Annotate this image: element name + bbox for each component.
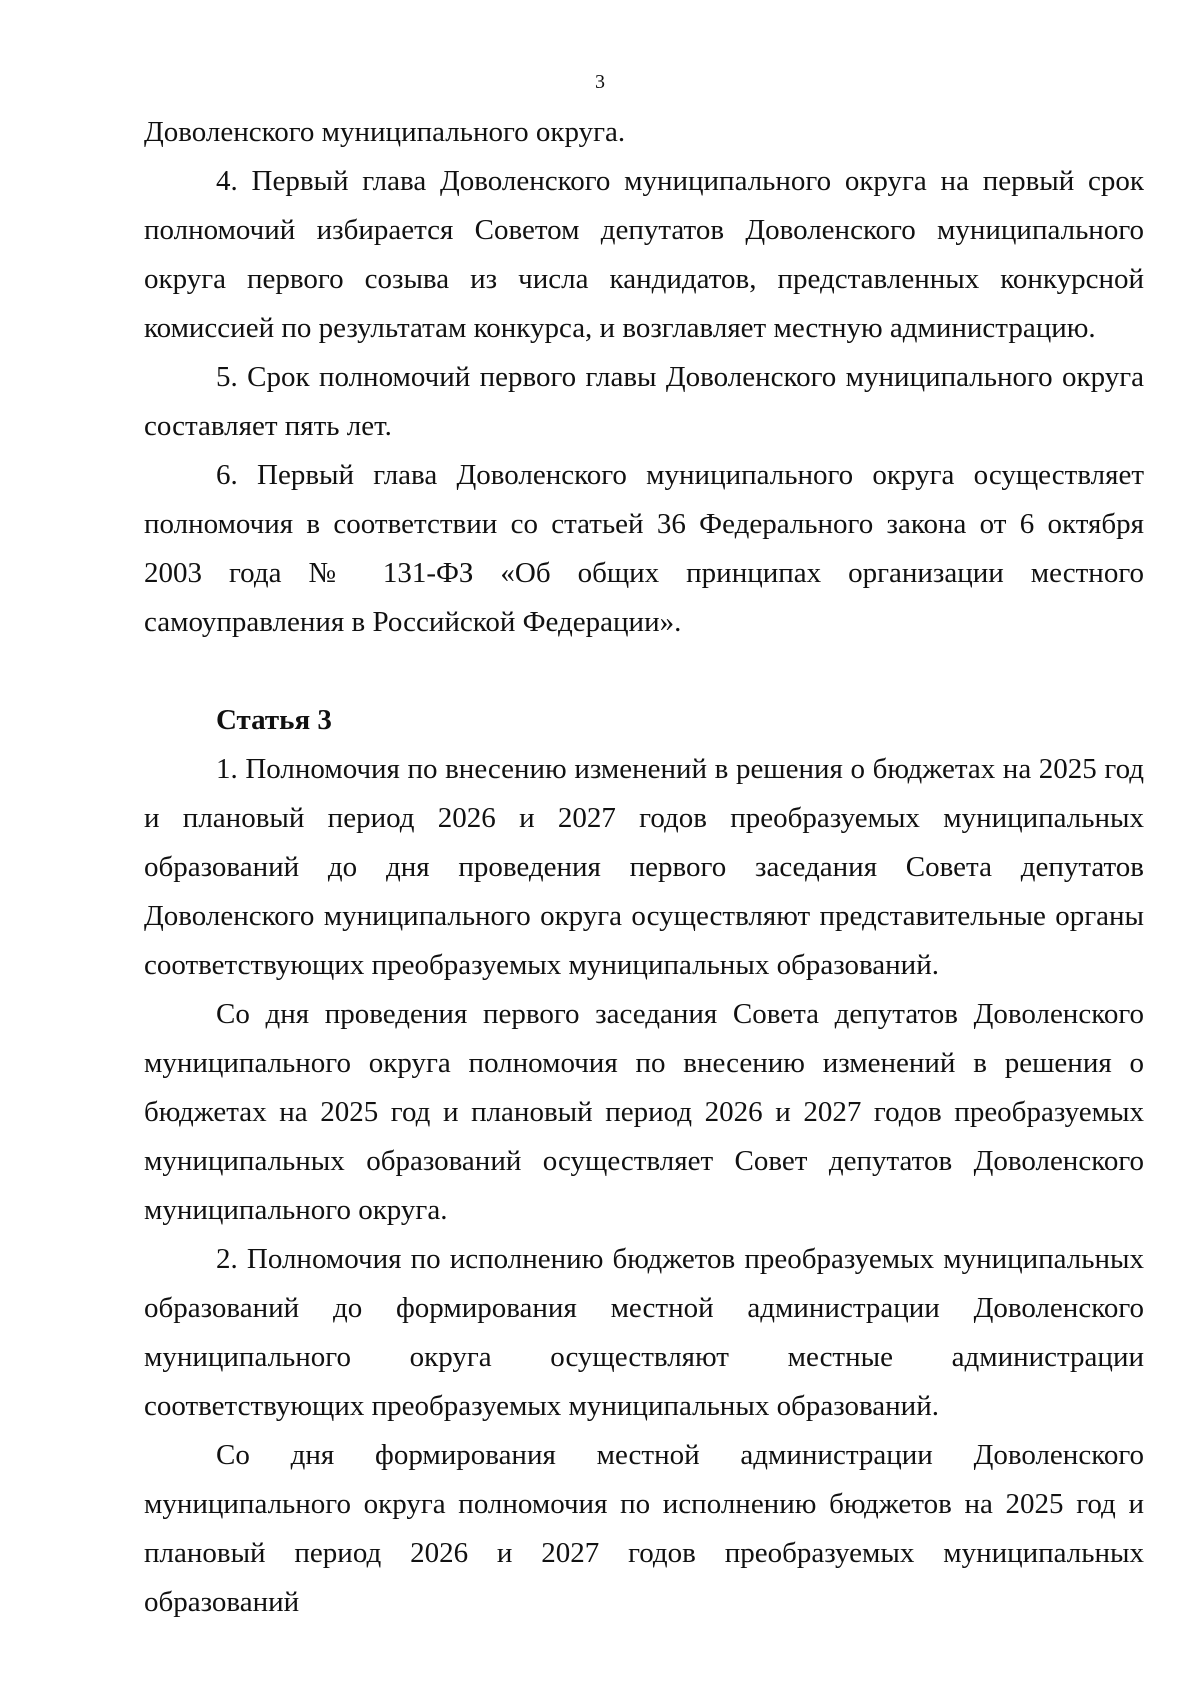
article-paragraph-2-continued: Со дня формирования местной администрации Доволенского муниципального округа полномочия по исполнению бюджетов на 2025 год и плановый период 2026 и 2027 годов преобразуемых муниципальных образований xyxy=(144,1439,1144,1618)
paragraph-item-6: 6. Первый глава Доволенского муниципального округа осуществляет полномочия в соответствии со статьей 36 Федерального закона от 6 октября 2003 года № 131-ФЗ «Об общих принципах организации местного самоуправления в Российской Федерации». xyxy=(144,459,1144,638)
page-number: 3 xyxy=(595,71,605,93)
document-body xyxy=(144,108,1144,1627)
paragraph-item-5: 5. Срок полномочий первого главы Доволенского муниципального округа составляет пять лет. xyxy=(144,361,1144,442)
article-paragraph-1-continued: Со дня проведения первого заседания Совета депутатов Доволенского муниципального округа полномочия по внесению изменений в решения о бюджетах на 2025 год и плановый период 2026 и 2027 годов преобразуемых муниципальных образований осуществляет Совет депутатов Доволенского муниципального округа. xyxy=(144,998,1144,1226)
section-spacer xyxy=(144,647,1144,696)
article-heading: Статья 3 xyxy=(216,704,332,736)
article-paragraph-2: 2. Полномочия по исполнению бюджетов преобразуемых муниципальных образований до формирования местной администрации Доволенского муниципального округа осуществляют местные администрации соответствующих преобразуемых муниципальных образований. xyxy=(144,1243,1144,1422)
paragraph-continuation: Доволенского муниципального округа. xyxy=(144,116,626,148)
paragraph-item-4: 4. Первый глава Доволенского муниципального округа на первый срок полномочий избирается Советом депутатов Доволенского муниципального округа первого созыва из числа кандидатов, представленных конкурсной комиссией по результатам конкурса, и возглавляет местную администрацию. xyxy=(144,165,1144,344)
article-paragraph-1: 1. Полномочия по внесению изменений в решения о бюджетах на 2025 год и плановый период 2026 и 2027 годов преобразуемых муниципальных образований до дня проведения первого заседания Совета депутатов Доволенского муниципального округа осуществляют представительные органы соответствующих преобразуемых муниципальных образований. xyxy=(144,753,1144,981)
